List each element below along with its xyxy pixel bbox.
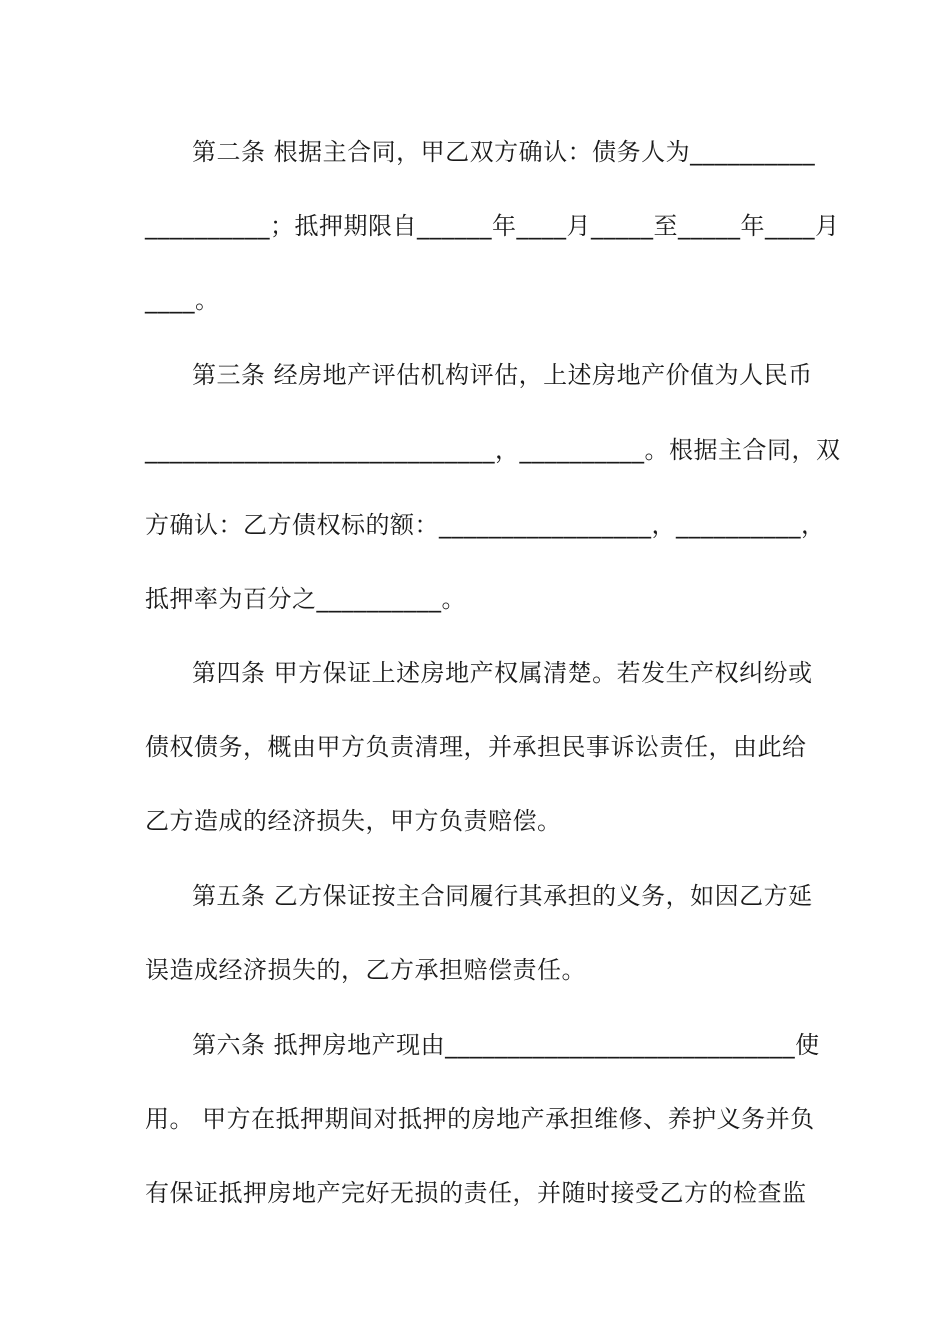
article-4-line-2: 债权债务，概由甲方负责清理，并承担民事诉讼责任，由此给	[145, 733, 807, 761]
article-4-line-3: 乙方造成的经济损失，甲方负责赔偿。	[145, 807, 562, 835]
article-6-line-1: 第六条 抵押房地产现由____________________________使	[192, 1031, 820, 1059]
article-5-line-1: 第五条 乙方保证按主合同履行其承担的义务，如因乙方延	[192, 882, 813, 910]
article-3-line-2: ____________________________，__________。根据主合同，双	[145, 436, 841, 464]
article-5-line-2: 误造成经济损失的，乙方承担赔偿责任。	[145, 956, 586, 984]
article-2-line-2: __________；抵押期限自______年____月_____至_____年____月	[145, 212, 840, 240]
article-3-line-4: 抵押率为百分之__________。	[145, 585, 466, 613]
article-4-line-1: 第四条 甲方保证上述房地产权属清楚。若发生产权纠纷或	[192, 659, 813, 687]
article-6-line-2: 用。 甲方在抵押期间对抵押的房地产承担维修、养护义务并负	[145, 1105, 815, 1133]
article-2-line-1: 第二条 根据主合同，甲乙双方确认：债务人为__________	[192, 138, 816, 166]
article-3-line-1: 第三条 经房地产评估机构评估，上述房地产价值为人民币	[192, 361, 813, 389]
article-2-line-3: ____。	[145, 286, 220, 314]
article-6-line-3: 有保证抵押房地产完好无损的责任，并随时接受乙方的检查监	[145, 1179, 807, 1207]
article-3-line-3: 方确认：乙方债权标的额：_________________，__________，	[145, 511, 826, 539]
